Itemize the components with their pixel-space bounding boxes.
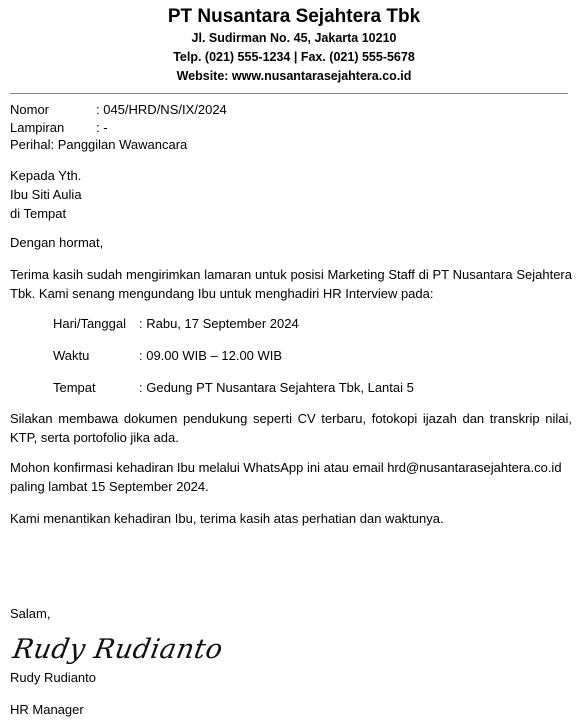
nomor-value: : 045/HRD/NS/IX/2024: [96, 102, 227, 117]
date-label: Hari/Tanggal: [53, 316, 126, 331]
letterhead: [0, 5, 588, 86]
letter-meta: [10, 101, 227, 154]
company-name: PT Nusantara Sejahtera Tbk: [167, 6, 421, 27]
time-label: Waktu: [53, 348, 90, 363]
date-value: : Rabu, 17 September 2024: [139, 316, 299, 331]
company-website: Website: www.nusantarasejahtera.co.id: [176, 69, 412, 83]
recipient-place: di Tempat: [10, 206, 67, 221]
signer-title: HR Manager: [10, 702, 84, 717]
meta-lampiran: [10, 119, 227, 137]
company-contact: Telp. (021) 555-1234 | Fax. (021) 555-5678: [173, 50, 415, 64]
meta-nomor: [10, 101, 227, 119]
lampiran-label: Lampiran: [10, 119, 65, 135]
confirmation-paragraph: [10, 458, 572, 496]
letterhead-divider: [10, 93, 568, 94]
recipient-line-1: Kepada Yth.: [10, 168, 82, 183]
detail-date: [53, 314, 299, 333]
company-address: Jl. Sudirman No. 45, Jakarta 10210: [191, 31, 397, 45]
perihal-value: : Panggilan Wawancara: [50, 137, 188, 152]
lampiran-value: : -: [96, 119, 108, 135]
sign-off: Salam,: [10, 606, 51, 621]
closing-paragraph: Kami menantikan kehadiran Ibu, terima kasih atas perhatian dan waktunya.: [10, 511, 444, 526]
perihal-label: Perihal: [10, 137, 51, 152]
signer-name: Rudy Rudianto: [10, 670, 96, 685]
detail-time: [53, 346, 282, 365]
time-value: : 09.00 WIB – 12.00 WIB: [139, 348, 283, 363]
handwritten-signature: Rudy Rudianto: [10, 634, 226, 665]
recipient-name: Ibu Siti Aulia: [10, 187, 82, 202]
nomor-label: Nomor: [10, 102, 50, 117]
greeting: Dengan hormat,: [10, 235, 104, 250]
meta-perihal: [10, 136, 227, 154]
documents-paragraph: Silakan membawa dokumen pendukung seperti CV terbaru, fotokopi ijazah dan transkrip nilai, KTP, serta portofolio jika ada.: [10, 411, 572, 445]
place-value: : Gedung PT Nusantara Sejahtera Tbk, Lantai 5: [139, 380, 414, 395]
place-label: Tempat: [53, 380, 96, 395]
intro-paragraph: Terima kasih sudah mengirimkan lamaran untuk posisi Marketing Staff di PT Nusantara Sejahtera Tbk. Kami senang mengundang Ibu untuk menghadiri HR Interview pada:: [10, 267, 572, 301]
recipient-block: [10, 166, 572, 223]
confirmation-line-2: paling lambat 15 September 2024.: [10, 479, 209, 494]
detail-place: [53, 378, 414, 397]
confirmation-line-1: Mohon konfirmasi kehadiran Ibu melalui WhatsApp ini atau email hrd@nusantarasejahtera.co.id: [10, 460, 562, 475]
